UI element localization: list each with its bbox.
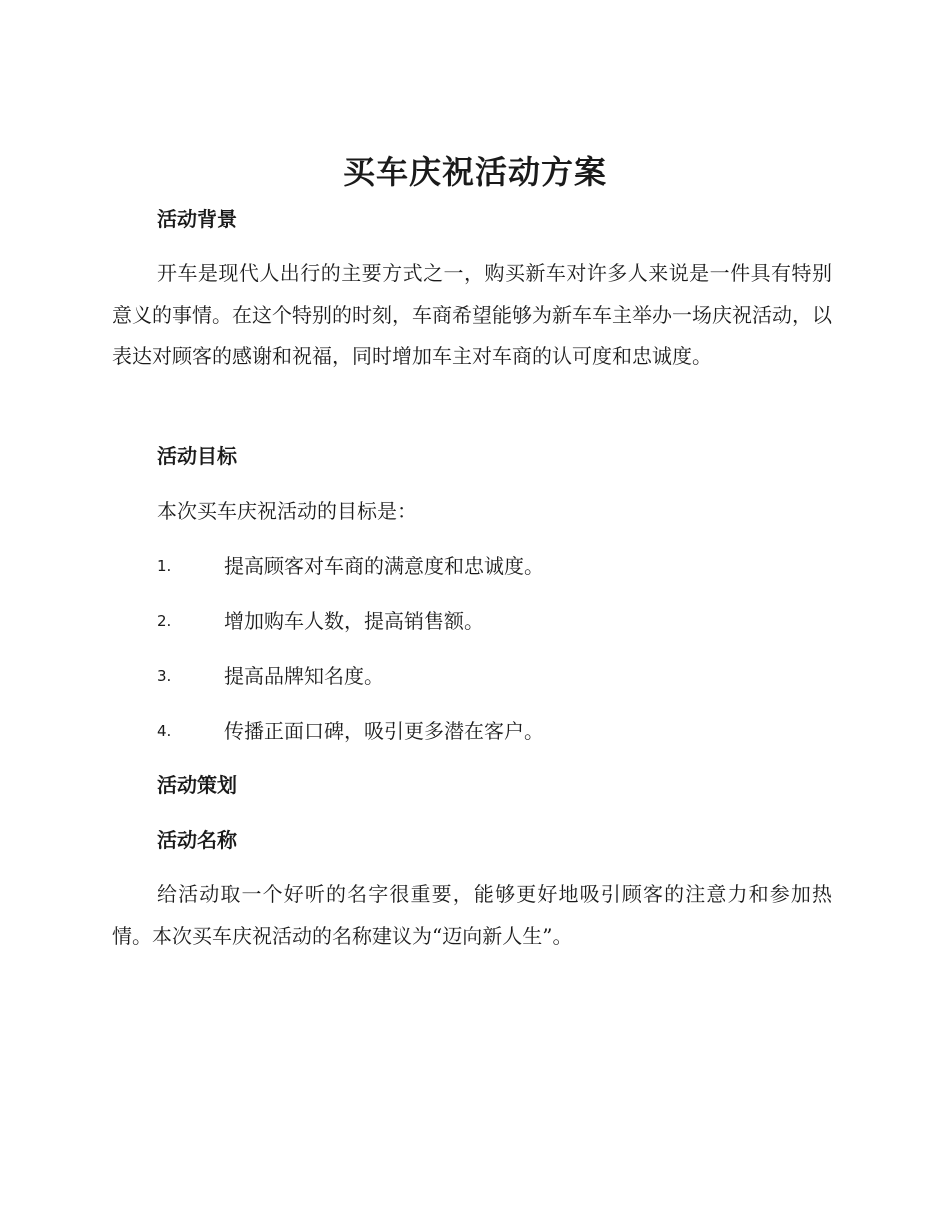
list-text: 传播正面口碑，吸引更多潜在客户。 [224,719,544,743]
list-text: 增加购车人数，提高销售额。 [224,609,484,633]
list-number: 2. [157,612,172,630]
paragraph-name: 给活动取一个好听的名字很重要，能够更好地吸引顾客的注意力和参加热情。本次买车庆祝活动的名称建议为“迈向新人生”。 [112,882,832,948]
list-number: 1. [157,557,172,575]
section-heading-planning: 活动策划 [157,773,237,797]
list-text: 提高顾客对车商的满意度和忠诚度。 [224,554,544,578]
paragraph-background: 开车是现代人出行的主要方式之一，购买新车对许多人来说是一件具有特别意义的事情。在这个特别的时刻，车商希望能够为新车车主举办一场庆祝活动，以表达对顾客的感谢和祝福，同时增加车主对车商的认可度和忠诚度。 [112,261,832,368]
document-title: 买车庆祝活动方案 [342,153,607,191]
section-heading-background: 活动背景 [157,207,237,231]
goals-intro: 本次买车庆祝活动的目标是： [157,499,417,523]
list-number: 3. [157,667,172,685]
list-text: 提高品牌知名度。 [224,664,384,688]
section-heading-goals: 活动目标 [157,444,237,468]
list-number: 4. [157,722,172,740]
section-heading-name: 活动名称 [157,828,237,852]
